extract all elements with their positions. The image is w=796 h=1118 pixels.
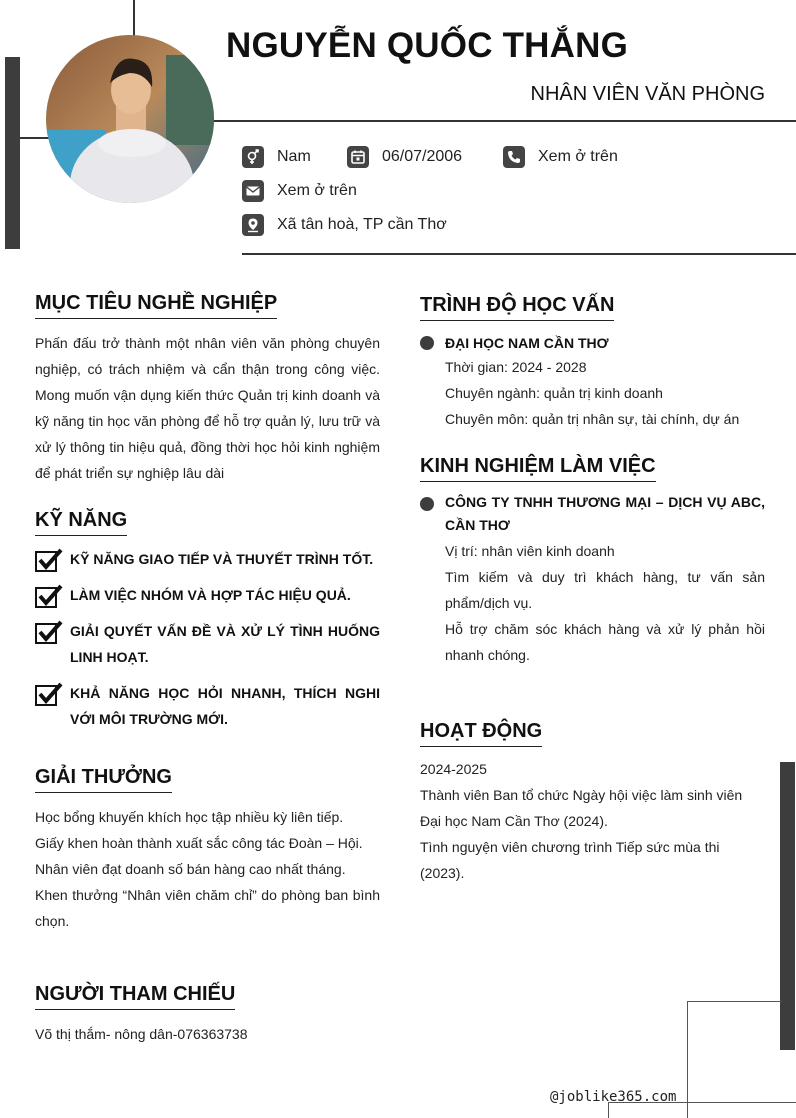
checkbox-icon — [35, 682, 63, 706]
mail-icon — [242, 180, 264, 202]
corner-frame — [687, 1001, 782, 1118]
skill-item — [35, 582, 380, 608]
email-value[interactable]: Xem ở trên — [277, 182, 357, 199]
position: Vị trí: nhân viên kinh doanh — [445, 543, 615, 559]
contact-gender — [242, 146, 311, 168]
checkbox-icon — [35, 584, 63, 608]
skill-text: LÀM VIỆC NHÓM VÀ HỢP TÁC HIỆU QUẢ. — [70, 587, 351, 603]
award-item: Học bổng khuyến khích học tập nhiều kỳ liên tiếp. — [35, 809, 344, 825]
duty-item: Tìm kiếm và duy trì khách hàng, tư vấn sản phẩm/dịch vụ. — [445, 569, 765, 611]
phone-value[interactable]: Xem ở trên — [538, 148, 618, 165]
experience-details — [445, 491, 765, 668]
job-title: NHÂN VIÊN VĂN PHÒNG — [530, 83, 765, 105]
right-accent-bar — [780, 762, 795, 1050]
header-top-rule — [214, 120, 796, 122]
avatar — [46, 35, 214, 203]
activities-details — [420, 756, 765, 886]
objective-title: MỤC TIÊU NGHỀ NGHIỆP — [35, 292, 277, 319]
awards-title: GIẢI THƯỞNG — [35, 766, 172, 793]
education-title: TRÌNH ĐỘ HỌC VẤN — [420, 294, 614, 321]
award-item: Khen thưởng “Nhân viên chăm chỉ” do phòng ban bình chọn. — [35, 887, 380, 929]
activity-item: Tình nguyện viên chương trình Tiếp sức mùa thi (2023). — [420, 839, 720, 881]
gender-icon — [242, 146, 264, 168]
left-accent-bar — [5, 57, 20, 249]
location-icon — [242, 214, 264, 236]
skills-title: KỸ NĂNG — [35, 509, 127, 536]
company-name: CÔNG TY TNHH THƯƠNG MẠI – DỊCH VỤ ABC, CẦN THƠ — [445, 494, 765, 533]
study-time: Thời gian: 2024 - 2028 — [445, 359, 587, 375]
calendar-icon — [347, 146, 369, 168]
bullet-dot — [420, 497, 434, 511]
contact-email — [242, 180, 357, 202]
contact-address — [242, 214, 447, 236]
skill-text: GIẢI QUYẾT VẤN ĐỀ VÀ XỬ LÝ TÌNH HUỐNG LINH HOẠT. — [70, 623, 380, 665]
award-item: Nhân viên đạt doanh số bán hàng cao nhất tháng. — [35, 861, 346, 877]
bullet-dot — [420, 336, 434, 350]
skill-item — [35, 618, 380, 670]
major: Chuyên ngành: quản trị kinh doanh — [445, 385, 663, 401]
skill-text: KỸ NĂNG GIAO TIẾP VÀ THUYẾT TRÌNH TỐT. — [70, 551, 374, 567]
objective-text: Phấn đấu trở thành một nhân viên văn phòng chuyên nghiệp, có trách nhiệm và cẩn thận trong công việc. Mong muốn vận dụng kiến thức Quản trị kinh doanh và kỹ năng tin học văn phòng để hỗ trợ quản lý, lưu trữ và xử lý thông tin hiệu quả, đồng thời học hỏi kinh nghiệm để phát triển sự nghiệp lâu dài — [35, 335, 380, 481]
checkbox-icon — [35, 548, 63, 572]
duty-item: Hỗ trợ chăm sóc khách hàng và xử lý phản hồi nhanh chóng. — [445, 621, 765, 663]
activity-item: Thành viên Ban tổ chức Ngày hội việc làm sinh viên Đại học Nam Cần Thơ (2024). — [420, 787, 743, 829]
skill-item — [35, 546, 380, 572]
references-text: Võ thị thắm- nông dân-076363738 — [35, 1026, 248, 1042]
birthday-value: 06/07/2006 — [382, 148, 463, 165]
activities-title: HOẠT ĐỘNG — [420, 720, 542, 747]
experience-title: KINH NGHIỆM LÀM VIỆC — [420, 455, 656, 482]
references-title: NGƯỜI THAM CHIẾU — [35, 983, 235, 1010]
header-bottom-rule — [242, 253, 796, 255]
contact-birthday — [347, 146, 462, 168]
skill-text: KHẢ NĂNG HỌC HỎI NHANH, THÍCH NGHI VỚI MÔI TRƯỜNG MỚI. — [70, 685, 380, 727]
specialty: Chuyên môn: quản trị nhân sự, tài chính, dự án — [445, 411, 740, 427]
phone-icon — [503, 146, 525, 168]
activity-period: 2024-2025 — [420, 761, 487, 777]
checkbox-icon — [35, 620, 63, 644]
watermark: @joblike365.com — [550, 1089, 677, 1105]
gender-value: Nam — [277, 148, 311, 165]
candidate-name: NGUYỄN QUỐC THẮNG — [226, 26, 629, 65]
skill-item — [35, 680, 380, 732]
awards-list — [35, 804, 380, 934]
education-details — [445, 330, 765, 432]
school-name: ĐẠI HỌC NAM CẦN THƠ — [445, 335, 609, 351]
contact-phone — [503, 146, 618, 168]
award-item: Giấy khen hoàn thành xuất sắc công tác Đoàn – Hội. — [35, 835, 363, 851]
address-value: Xã tân hoà, TP cần Thơ — [277, 216, 447, 233]
left-horizontal-line — [20, 137, 50, 139]
